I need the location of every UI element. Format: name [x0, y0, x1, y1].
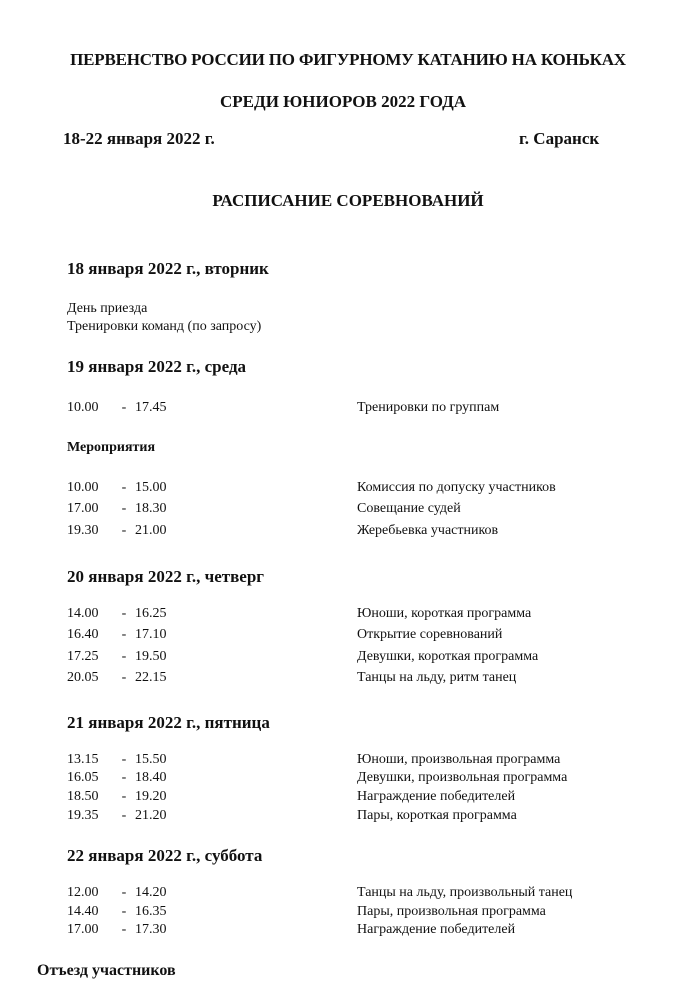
document-subtitle: СРЕДИ ЮНИОРОВ 2022 ГОДА: [220, 92, 467, 111]
time-dash: -: [121, 480, 127, 495]
time-range: [67, 400, 167, 416]
time-range: [67, 480, 167, 496]
time-dash: -: [121, 627, 127, 642]
event-dates: 18-22 января 2022 г.: [63, 129, 215, 148]
time-range: [67, 752, 167, 768]
time-range: [67, 649, 167, 665]
time-dash: -: [121, 789, 127, 804]
time-end: 17.45: [135, 400, 167, 415]
time-start: 14.00: [67, 606, 99, 621]
time-range: [67, 627, 167, 643]
day-note: День приезда: [67, 301, 148, 316]
time-end: 15.50: [135, 752, 167, 767]
time-dash: -: [121, 649, 127, 664]
time-dash: -: [121, 904, 127, 919]
time-dash: -: [121, 770, 127, 785]
time-dash: -: [121, 523, 127, 538]
event-description: Тренировки по группам: [357, 400, 500, 415]
time-end: 18.30: [135, 501, 167, 516]
time-dash: -: [121, 501, 127, 516]
time-end: 19.50: [135, 649, 167, 664]
time-start: 20.05: [67, 670, 99, 685]
time-start: 10.00: [67, 480, 99, 495]
time-start: 10.00: [67, 400, 99, 415]
schedule-title: РАСПИСАНИЕ СОРЕВНОВАНИЙ: [212, 191, 484, 210]
time-start: 19.35: [67, 808, 99, 823]
day-heading: 22 января 2022 г., суббота: [67, 846, 263, 865]
time-range: [67, 885, 167, 901]
time-start: 18.50: [67, 789, 99, 804]
time-dash: -: [121, 752, 127, 767]
event-description: Награждение победителей: [357, 789, 516, 804]
time-start: 12.00: [67, 885, 99, 900]
time-end: 16.35: [135, 904, 167, 919]
day-heading: 20 января 2022 г., четверг: [67, 567, 265, 586]
time-dash: -: [121, 400, 127, 415]
event-description: Совещание судей: [357, 501, 461, 516]
event-description: Юноши, короткая программа: [357, 606, 532, 621]
time-end: 21.00: [135, 523, 167, 538]
time-range: [67, 606, 167, 622]
time-start: 14.40: [67, 904, 99, 919]
event-city: г. Саранск: [519, 129, 600, 148]
time-end: 19.20: [135, 789, 167, 804]
time-end: 17.30: [135, 922, 167, 937]
time-start: 17.00: [67, 501, 99, 516]
event-description: Открытие соревнований: [357, 627, 503, 642]
event-description: Танцы на льду, произвольный танец: [357, 885, 573, 900]
time-range: [67, 922, 167, 938]
event-description: Танцы на льду, ритм танец: [357, 670, 517, 685]
time-start: 17.00: [67, 922, 99, 937]
time-end: 14.20: [135, 885, 167, 900]
time-range: [67, 770, 167, 786]
time-start: 19.30: [67, 523, 99, 538]
time-range: [67, 501, 167, 517]
time-end: 16.25: [135, 606, 167, 621]
section-subheading: Мероприятия: [67, 440, 156, 455]
time-range: [67, 808, 167, 824]
event-description: Комиссия по допуску участников: [357, 480, 556, 495]
event-description: Пары, произвольная программа: [357, 904, 546, 919]
time-range: [67, 789, 167, 805]
time-end: 22.15: [135, 670, 167, 685]
time-dash: -: [121, 922, 127, 937]
time-end: 15.00: [135, 480, 167, 495]
event-description: Девушки, короткая программа: [357, 649, 539, 664]
time-start: 17.25: [67, 649, 99, 664]
event-description: Награждение победителей: [357, 922, 516, 937]
departure-note: Отъезд участников: [37, 962, 176, 979]
time-dash: -: [121, 808, 127, 823]
time-end: 18.40: [135, 770, 167, 785]
time-range: [67, 904, 167, 920]
time-end: 21.20: [135, 808, 167, 823]
time-start: 13.15: [67, 752, 99, 767]
day-note: Тренировки команд (по запросу): [67, 319, 262, 334]
time-dash: -: [121, 670, 127, 685]
time-range: [67, 670, 167, 686]
time-range: [67, 523, 167, 539]
day-heading: 18 января 2022 г., вторник: [67, 259, 269, 278]
time-start: 16.05: [67, 770, 99, 785]
day-heading: 19 января 2022 г., среда: [67, 357, 247, 376]
event-description: Юноши, произвольная программа: [357, 752, 561, 767]
document-title: ПЕРВЕНСТВО РОССИИ ПО ФИГУРНОМУ КАТАНИЮ НА КОНЬКАХ: [70, 50, 626, 69]
time-dash: -: [121, 606, 127, 621]
event-description: Пары, короткая программа: [357, 808, 517, 823]
day-heading: 21 января 2022 г., пятница: [67, 713, 270, 732]
time-end: 17.10: [135, 627, 167, 642]
event-description: Девушки, произвольная программа: [357, 770, 568, 785]
event-description: Жеребьевка участников: [357, 523, 499, 538]
time-start: 16.40: [67, 627, 99, 642]
time-dash: -: [121, 885, 127, 900]
